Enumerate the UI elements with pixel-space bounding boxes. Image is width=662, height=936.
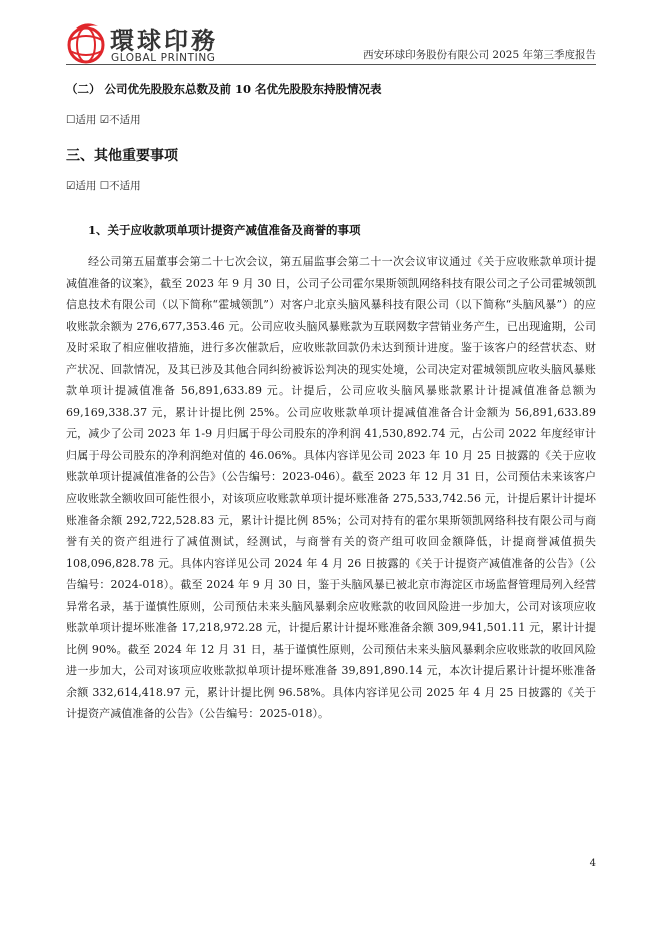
- preferred-shareholders-heading: （二） 公司优先股股东总数及前 10 名优先股股东持股情况表: [66, 82, 382, 96]
- preferred-shareholders-applicability: ☐适用 ☑不适用: [66, 114, 141, 126]
- logo-english-name: GLOBAL PRINTING: [111, 52, 216, 64]
- header-divider: [66, 64, 596, 65]
- report-title: 西安环球印务股份有限公司 2025 年第三季度报告: [363, 49, 596, 61]
- company-logo: [66, 20, 226, 68]
- other-matters-heading: 三、其他重要事项: [66, 148, 178, 164]
- other-matters-applicability: ☑适用 ☐不适用: [66, 180, 141, 192]
- page-number: 4: [589, 858, 596, 869]
- impairment-paragraph: 经公司第五届董事会第二十七次会议，第五届监事会第二十一次会议审议通过《关于应收账款单项计提减值准备的议案》，截至 2023 年 9 月 30 日，公司子公司霍尔果斯领凯网络科技有限公司之子公司霍城领凯信息技术有限公司（以下简称“霍城领凯”）对客户北京头脑风暴科技有限公司（以下简称“头脑风暴”）的应收账款余额为 276,677,353.46 元。公司应收头脑风暴账款为互联网数字营销业务产生，已出现逾期，公司及时采取了相应催收措施，进行多次催款后，应收账款回款仍未达到预计进度。鉴于该客户的经营状态、财产状况、回款情况，及其已涉及其他合同纠纷被诉讼判决的现实处境，公司决定对霍城领凯应收头脑风暴账款单项计提减值准备 56,891,633.89 元。计提后，公司应收头脑风暴账款累计计提减值准备总额为 69,169,338.37 元，累计计提比例 25%。公司应收账款单项计提减值准备合计金额为 56,891,633.89 元，减少了公司 2023 年 1-9 月归属于母公司股东的净利润 41,530,892.74 元，占公司 2022 年度经审计归属于母公司股东的净利润绝对值的 46.06%。具体内容详见公司 2023 年 10 月 25 日披露的《关于应收账款单项计提减值准备的公告》（公告编号：2023-046）。截至 2023 年 12 月 31 日，公司预估未来该客户应收账款全额收回可能性很小，对该项应收账款单项计提坏账准备 275,533,742.56 元，计提后累计计提坏账准备余额 292,722,528.83 元，累计计提比例 85%；公司对持有的霍尔果斯领凯网络科技有限公司与商誉有关的资产组进行了减值测试，经测试，与商誉有关的资产组可收回金额降低，计提商誉减值损失 108,096,828.78 元。具体内容详见公司 2024 年 4 月 26 日披露的《关于计提资产减值准备的公告》（公告编号：2024-018）。截至 2024 年 9 月 30 日，鉴于头脑风暴已被北京市海淀区市场监督管理局列入经营异常名录，基于谨慎性原则，公司预估未来头脑风暴剩余应收账款的收回风险进一步加大，公司对该项应收账款单项计提坏账准备 17,218,972.28 元，计提后累计计提坏账准备余额 309,941,501.11 元，累计计提比例 90%。截至 2024 年 12 月 31 日，基于谨慎性原则，公司预估未来头脑风暴剩余应收账款的收回风险进一步加大，公司对该项应收账款拟单项计提坏账准备 39,891,890.14 元，本次计提后累计计提坏账准备余额 332,614,418.97 元，累计计提比例 96.58%。具体内容详见公司 2025 年 4 月 25 日披露的《关于计提资产减值准备的公告》（公告编号：2025-018）。: [66, 255, 596, 721]
- globe-logo-icon: [66, 20, 106, 64]
- impairment-subsection-heading: 1、关于应收款项单项计提资产减值准备及商誉的事项: [88, 223, 361, 237]
- logo-chinese-name: 環球印務: [110, 27, 218, 55]
